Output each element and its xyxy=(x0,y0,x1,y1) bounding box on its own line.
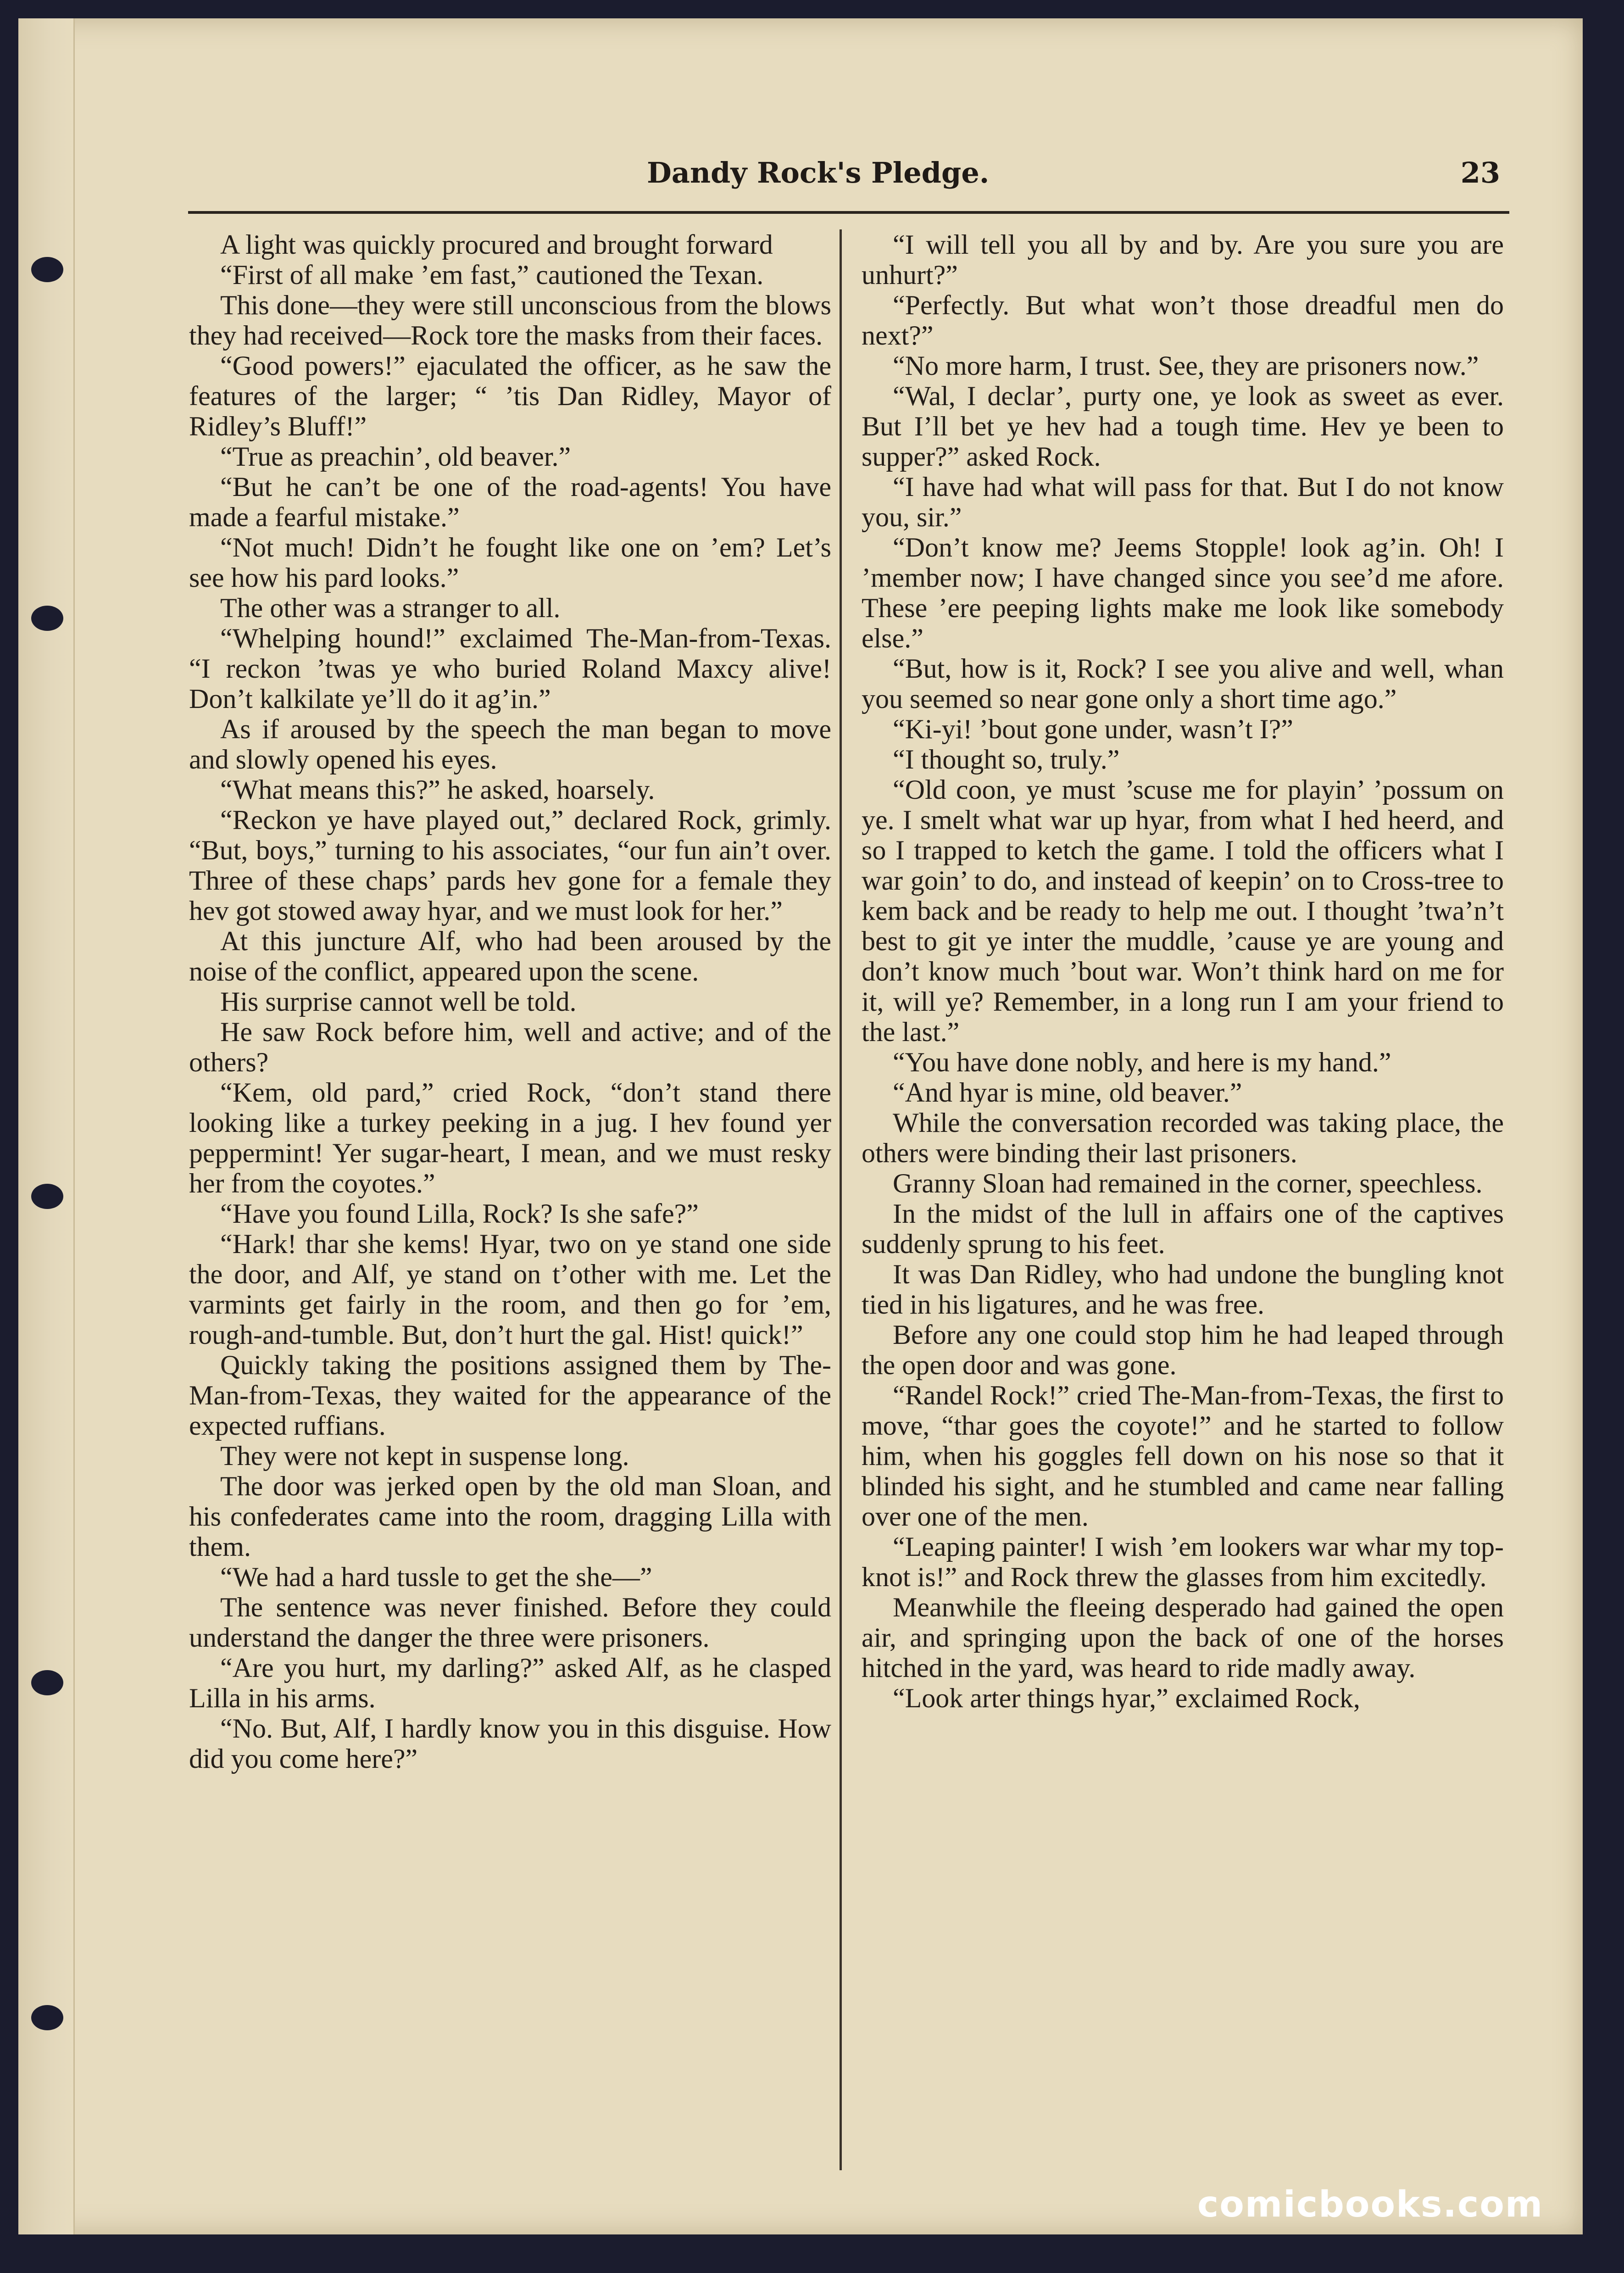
paragraph: His surprise cannot well be told. xyxy=(220,986,577,1017)
paragraph: “I will tell you all by and by. Are you sure you are unhurt?” xyxy=(862,229,1504,290)
paragraph: “Don’t know me? Jeems Stopple! look ag’in. Oh! I ’member now; I have changed since you see’d me afore. These ’ere peeping lights make me look like somebody else.” xyxy=(862,532,1504,653)
binding-hole xyxy=(31,1670,63,1695)
paragraph: “First of all make ’em fast,” cautioned the Texan. xyxy=(220,260,764,290)
paragraph: “Not much! Didn’t he fought like one on ’em? Let’s see how his pard looks.” xyxy=(189,532,831,593)
paragraph: They were not kept in suspense long. xyxy=(220,1441,629,1471)
paragraph: “Old coon, ye must ’scuse me for playin’ ’possum on ye. I smelt what war up hyar, from what I hed heerd, and so I trapped to ketch the game. I told the officers what I war goin’ to do, and instead of keepin’ on to Cross-tree to kem back and be ready to help me out. I thought ’twa’n’t best to git ye inter the muddle, ’cause ye are young and don’t know much ’bout war. Won’t think hard on me for it, will ye? Remember, in a long run I am your friend to the last.” xyxy=(862,774,1504,1047)
paragraph: “No more harm, I trust. See, they are prisoners now.” xyxy=(893,351,1479,381)
paragraph: “I have had what will pass for that. But I do not know you, sir.” xyxy=(862,472,1504,532)
binding-spine xyxy=(18,18,75,2234)
paragraph: “Randel Rock!” cried The-Man-from-Texas, the first to move, “thar goes the coyote!” and he started to follow him, when his goggles fell down on his nose so that it blinded his sight, and he stumbled and came near falling over one of the men. xyxy=(862,1380,1504,1532)
running-title: Dandy Rock's Pledge. xyxy=(647,156,990,189)
paragraph: “Good powers!” ejaculated the officer, as he saw the features of the larger; “ ’tis Dan Ridley, Mayor of Ridley’s Bluff!” xyxy=(189,351,831,441)
book-page xyxy=(18,18,1583,2234)
paragraph: At this juncture Alf, who had been aroused by the noise of the conflict, appeared upon the scene. xyxy=(189,926,831,986)
paragraph: “Wal, I declar’, purty one, ye look as sweet as ever. But I’ll bet ye hev had a tough time. Hev ye been to supper?” asked Rock. xyxy=(862,381,1504,472)
paragraph: The sentence was never finished. Before they could understand the danger the three were prisoners. xyxy=(189,1592,831,1653)
binding-hole xyxy=(31,1184,63,1209)
column-divider xyxy=(840,229,842,2170)
paragraph: “Leaping painter! I wish ’em lookers war whar my top-knot is!” and Rock threw the glasses from him excitedly. xyxy=(862,1532,1504,1592)
paragraph: “Hark! thar she kems! Hyar, two on ye stand one side the door, and Alf, ye stand on t’other with me. Let the varmints get fairly in the room, and then go for ’em, rough-and-tumble. But, don’t hurt the gal. Hist! quick!” xyxy=(189,1229,831,1350)
paragraph: “Look arter things hyar,” exclaimed Rock, xyxy=(893,1683,1360,1713)
binding-hole xyxy=(31,257,63,282)
paragraph: “But he can’t be one of the road-agents! You have made a fearful mistake.” xyxy=(189,472,831,532)
paragraph: Quickly taking the positions assigned them by The-Man-from-Texas, they waited for the appearance of the expected ruffians. xyxy=(189,1350,831,1441)
paragraph: Granny Sloan had remained in the corner, speechless. xyxy=(893,1168,1483,1198)
paragraph: Meanwhile the fleeing desperado had gained the open air, and springing upon the back of one of the horses hitched in the yard, was heard to ride madly away. xyxy=(862,1592,1504,1683)
paragraph: “No. But, Alf, I hardly know you in this disguise. How did you come here?” xyxy=(189,1713,831,1774)
paragraph: The door was jerked open by the old man Sloan, and his confederates came into the room, dragging Lilla with them. xyxy=(189,1471,831,1562)
paragraph: In the midst of the lull in affairs one of the captives suddenly sprung to his feet. xyxy=(862,1198,1504,1259)
page-number: 23 xyxy=(1460,156,1500,189)
binding-hole xyxy=(31,2005,63,2030)
paragraph: “Perfectly. But what won’t those dreadful men do next?” xyxy=(862,290,1504,351)
paragraph: “What means this?” he asked, hoarsely. xyxy=(220,774,655,805)
paragraph: The other was a stranger to all. xyxy=(220,593,561,623)
watermark: comicbooks.com xyxy=(1197,2184,1544,2225)
paragraph: Before any one could stop him he had leaped through the open door and was gone. xyxy=(862,1320,1504,1380)
paragraph: “Ki-yi! ’bout gone under, wasn’t I?” xyxy=(893,714,1293,744)
paragraph: “And hyar is mine, old beaver.” xyxy=(893,1077,1242,1108)
paragraph: This done—they were still unconscious from the blows they had received—Rock tore the masks from their faces. xyxy=(189,290,831,351)
header-rule xyxy=(188,211,1509,214)
paragraph: A light was quickly procured and brought forward xyxy=(220,229,773,260)
paragraph: “Whelping hound!” exclaimed The-Man-from-Texas. “I reckon ’twas ye who buried Roland Maxcy alive! Don’t kalkilate ye’ll do it ag’in.” xyxy=(189,623,831,714)
paragraph: “Kem, old pard,” cried Rock, “don’t stand there looking like a turkey peeking in a jug. I hev found yer peppermint! Yer sugar-heart, I mean, and we must resky her from the coyotes.” xyxy=(189,1077,831,1198)
right-column xyxy=(862,229,1504,1713)
binding-hole xyxy=(31,606,63,631)
paragraph: It was Dan Ridley, who had undone the bungling knot tied in his ligatures, and he was free. xyxy=(862,1259,1504,1320)
paragraph: “You have done nobly, and here is my hand.” xyxy=(893,1047,1391,1077)
paragraph: He saw Rock before him, well and active; and of the others? xyxy=(189,1017,831,1077)
paragraph: As if aroused by the speech the man began to move and slowly opened his eyes. xyxy=(189,714,831,774)
left-column xyxy=(189,229,831,1774)
paragraph: “We had a hard tussle to get the she—” xyxy=(220,1562,652,1592)
paragraph: While the conversation recorded was taking place, the others were binding their last prisoners. xyxy=(862,1108,1504,1168)
paragraph: “I thought so, truly.” xyxy=(893,744,1120,774)
paragraph: “Are you hurt, my darling?” asked Alf, as he clasped Lilla in his arms. xyxy=(189,1653,831,1713)
paragraph: “Reckon ye have played out,” declared Rock, grimly. “But, boys,” turning to his associates, “our fun ain’t over. Three of these chaps’ pards hev gone for a female they hev got stowed away hyar, and we must look for her.” xyxy=(189,805,831,926)
paragraph: “But, how is it, Rock? I see you alive and well, whan you seemed so near gone only a short time ago.” xyxy=(862,653,1504,714)
paragraph: “Have you found Lilla, Rock? Is she safe?” xyxy=(220,1198,699,1229)
running-header xyxy=(170,156,1514,197)
paragraph: “True as preachin’, old beaver.” xyxy=(220,441,571,472)
